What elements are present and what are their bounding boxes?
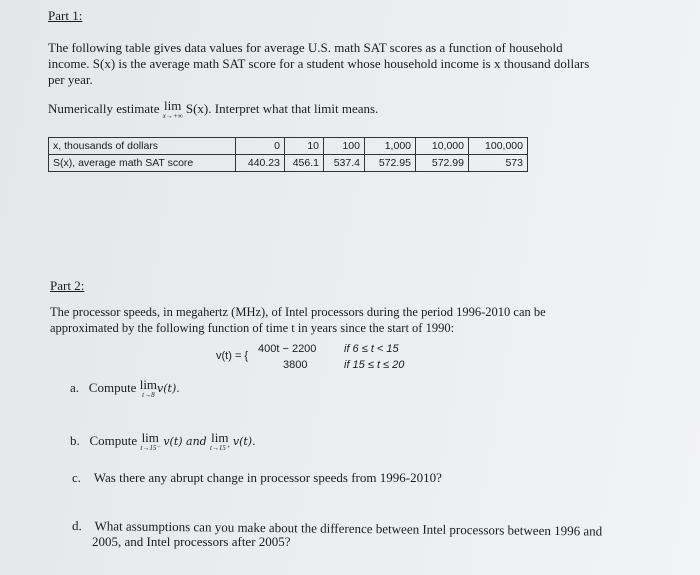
part2-text: The processor speeds, in megahertz (MHz), of Intel processors during the period 1996-2010 can be [50,305,546,319]
table-row [49,155,528,172]
part1-heading: Part 1: [48,8,83,23]
question-text: Was there any abrupt change in processor speeds from 1996-2010? [93,470,442,485]
question-text: v(t). [232,435,256,448]
table-row [49,138,528,155]
table-cell: 10,000 [416,138,469,155]
table-cell: 100 [324,138,365,155]
piece2-cond: if 15 ≤ t ≤ 20 [344,359,405,371]
lim-sub: x→+∞ [162,112,183,120]
question-b [70,430,256,453]
limit-notation [162,98,183,121]
part1-instruction [48,98,379,121]
table-cell: 456.1 [285,155,324,172]
lim: lim [211,430,229,445]
lim: lim [164,98,182,113]
table-cell: 572.99 [416,155,469,172]
row-header: S(x), average math SAT score [49,155,236,172]
part2-text: approximated by the following function of time t in years since the start of 1990: [50,321,455,335]
question-d-cont: 2005, and Intel processors after 2005? [92,534,291,549]
table-cell: 572.95 [365,155,416,172]
part2-heading: Part 2: [50,278,85,293]
part1-text: The following table gives data values for average U.S. math SAT scores as a function of household [48,40,563,55]
question-a [70,377,180,400]
question-text: v(t) and [163,435,207,448]
limit-notation [140,430,161,453]
lim-sub: t→15⁻ [140,444,161,452]
question-text: Compute [88,380,137,395]
question-text: What assumptions can you make about the difference between Intel processors between 1996 and [94,518,603,539]
part1-text: income. S(x) is the average math SAT score for a student whose household income is x thousand dollars [48,56,590,71]
lim-sub: t→8 [142,391,155,399]
table-cell: 573 [469,155,528,172]
question-text: Compute [89,433,138,448]
instruction-text: S(x). Interpret what that limit means. [185,101,379,116]
table-cell: 1,000 [365,138,416,155]
limit-notation [209,430,230,453]
row-header: x, thousands of dollars [49,138,236,155]
lim-sub: t→15⁺ [209,444,230,452]
table-cell: 537.4 [324,155,365,172]
question-label: d. [71,518,82,534]
question-label: c. [72,470,82,485]
question-text: v(t). [157,382,180,395]
lim: lim [141,430,159,445]
function-lhs: v(t) = { [216,350,249,362]
piece1-cond: if 6 ≤ t < 15 [344,343,399,355]
piece2-expr: 3800 [283,359,308,371]
instruction-text: Numerically estimate [48,101,160,116]
table-cell: 0 [236,138,285,155]
part1-text: per year. [48,72,93,87]
limit-notation [139,377,158,400]
question-label: a. [70,380,80,395]
question-label: b. [70,433,80,448]
table-cell: 440.23 [236,155,285,172]
sat-table [48,137,528,172]
question-c [72,470,442,486]
table-cell: 10 [285,138,324,155]
piece1-expr: 400t − 2200 [258,343,317,355]
lim: lim [139,377,158,392]
table-cell: 100,000 [469,138,528,155]
